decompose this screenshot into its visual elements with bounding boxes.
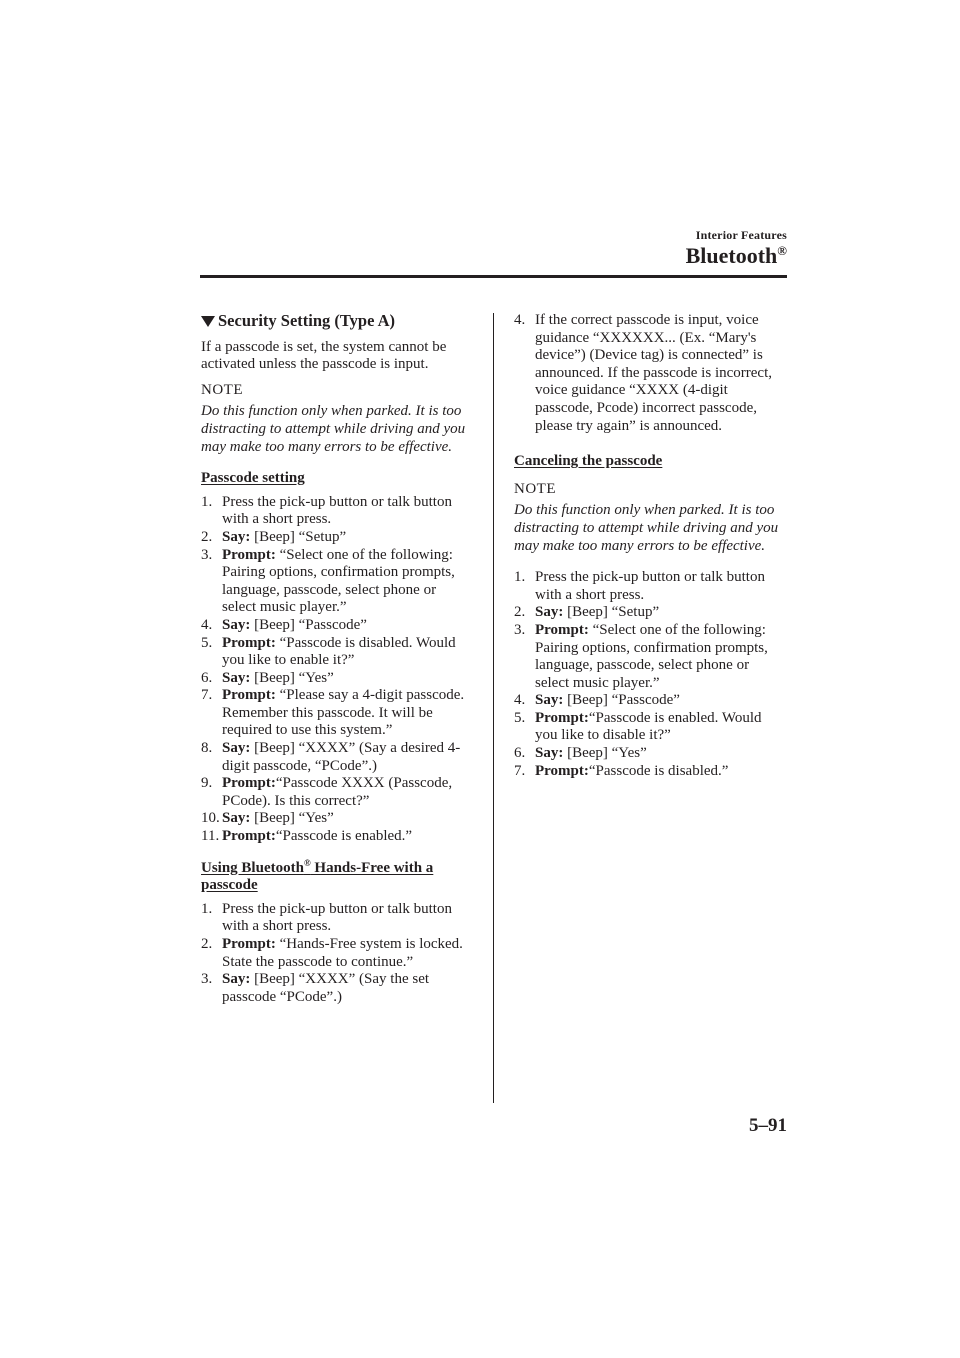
step-text: [Beep] “Yes” xyxy=(250,669,334,686)
step-body xyxy=(535,710,782,745)
list-item xyxy=(514,692,782,710)
step-label: Say: xyxy=(535,745,564,762)
using-handsfree-heading-post: Hands-Free with a passcode xyxy=(201,859,434,894)
step-text: “Passcode XXXX (Passcode, PCode). Is this correct?” xyxy=(222,775,453,809)
step-number: 10. xyxy=(201,810,220,827)
note-text: Do this function only when parked. It is too distracting to attempt while driving and you may make too many errors to be effective. xyxy=(201,403,466,455)
step-body xyxy=(535,312,782,435)
step-body xyxy=(222,547,469,617)
step-body xyxy=(535,745,782,763)
step-text: “Select one of the following: Pairing options, confirmation prompts, language, passcode, select phone or select music player.” xyxy=(535,621,768,691)
list-item xyxy=(201,971,469,1006)
step-number: 5. xyxy=(514,709,526,726)
step-text: “Passcode is disabled.” xyxy=(588,762,729,779)
step-number: 6. xyxy=(201,669,213,686)
page-number-value: 91 xyxy=(768,1115,787,1136)
step-text: [Beep] “XXXX” (Say a desired 4-digit passcode, “PCode”.) xyxy=(222,740,461,774)
step-label: Prompt: xyxy=(222,687,276,704)
step-label: Prompt: xyxy=(535,709,589,726)
list-item xyxy=(201,547,469,617)
step-text: [Beep] “Yes” xyxy=(563,745,647,762)
step-body xyxy=(222,529,469,547)
step-number: 5. xyxy=(201,634,213,651)
step-text: “Passcode is enabled. Would you like to disable it?” xyxy=(535,709,762,744)
passcode-setting-heading: Passcode setting xyxy=(201,470,305,487)
header-title-text: Bluetooth xyxy=(685,243,778,268)
step-label: Say: xyxy=(222,616,251,633)
list-item xyxy=(514,763,782,781)
step-number: 3. xyxy=(514,621,526,638)
note-text: Do this function only when parked. It is too distracting to attempt while driving and you may make too many errors to be effective. xyxy=(514,502,779,554)
step-body xyxy=(535,604,782,622)
step-text: [Beep] “Passcode” xyxy=(563,692,680,709)
using-handsfree-heading-pre: Using Bluetooth xyxy=(201,859,304,876)
step-text: [Beep] “XXXX” (Say the set passcode “PCode”.) xyxy=(222,971,430,1005)
list-item xyxy=(201,529,469,547)
step-label: Prompt: xyxy=(222,828,276,845)
note-label: NOTE xyxy=(514,480,556,497)
step-label: Say: xyxy=(535,692,564,709)
step-label: Say: xyxy=(222,740,251,757)
list-item xyxy=(514,622,782,692)
step-label: Prompt: xyxy=(535,621,589,638)
step-text: If the correct passcode is input, voice guidance “XXXXXX... (Ex. “Mary's device”) (Device tag) is connected” is announced. If the passcode is incorrect, voice guidance “XXXX (4-digit passcode, Pcode) incorrect passcode, please try again” is announced. xyxy=(535,312,772,434)
step-number: 4. xyxy=(514,312,526,328)
step-number: 4. xyxy=(201,616,213,633)
registered-mark: ® xyxy=(777,243,787,258)
list-item xyxy=(201,901,469,936)
column-divider xyxy=(493,313,494,1103)
chapter-number: 5 xyxy=(749,1115,759,1136)
passcode-setting-steps xyxy=(201,494,469,846)
list-item xyxy=(514,569,782,604)
list-item xyxy=(201,810,469,828)
step-body xyxy=(222,617,469,635)
step-text: Press the pick-up button or talk button with a short press. xyxy=(222,900,452,935)
canceling-heading: Canceling the passcode xyxy=(514,453,663,470)
registered-mark: ® xyxy=(303,857,311,868)
step-number: 8. xyxy=(201,740,213,757)
left-column xyxy=(201,312,469,1020)
list-item xyxy=(201,494,469,529)
step-text: “Passcode is enabled.” xyxy=(275,828,413,845)
step-label: Prompt: xyxy=(222,634,276,651)
step-text: “Select one of the following: Pairing options, confirmation prompts, language, passcode, select phone or select music player.” xyxy=(222,546,455,616)
step-text: “Hands-Free system is locked. State the passcode to continue.” xyxy=(222,936,463,970)
step-text: “Please say a 4-digit passcode. Remember this passcode. It will be required to use this system.” xyxy=(222,687,465,739)
step-label: Say: xyxy=(535,604,564,621)
step-number: 6. xyxy=(514,745,526,762)
step-number: 9. xyxy=(201,775,213,792)
step-number: 1. xyxy=(201,493,213,510)
step-label: Prompt: xyxy=(222,775,276,792)
list-item xyxy=(201,936,469,971)
list-item xyxy=(514,745,782,763)
step-text: Press the pick-up button or talk button with a short press. xyxy=(222,493,452,528)
step-number: 2. xyxy=(201,936,213,952)
step-text: [Beep] “Yes” xyxy=(250,810,334,827)
using-handsfree-steps-left xyxy=(201,901,469,1007)
step-text: [Beep] “Passcode” xyxy=(250,616,367,633)
step-number: 3. xyxy=(201,546,213,563)
step-text: “Passcode is disabled. Would you like to enable it?” xyxy=(222,634,456,669)
step-label: Say: xyxy=(222,971,251,988)
step-body xyxy=(222,936,469,971)
step-label: Prompt: xyxy=(222,936,276,952)
step-number: 2. xyxy=(514,604,526,621)
step-number: 2. xyxy=(201,528,213,545)
list-item xyxy=(201,687,469,740)
using-handsfree-heading xyxy=(201,857,469,895)
triangle-marker-icon xyxy=(201,316,215,327)
canceling-steps xyxy=(514,569,782,780)
step-body xyxy=(222,670,469,688)
step-body xyxy=(222,687,469,740)
step-number: 3. xyxy=(201,971,213,988)
step-text: Press the pick-up button or talk button with a short press. xyxy=(535,569,765,603)
header-rule xyxy=(200,275,787,278)
step-label: Prompt: xyxy=(535,762,589,779)
list-item xyxy=(514,710,782,745)
header-title xyxy=(686,243,787,269)
step-number: 7. xyxy=(514,762,526,779)
step-body xyxy=(222,810,469,828)
list-item xyxy=(201,617,469,635)
header-chapter: Interior Features xyxy=(695,228,787,242)
page-dash: – xyxy=(758,1115,768,1136)
section-intro: If a passcode is set, the system cannot be activated unless the passcode is input. xyxy=(201,338,447,373)
step-label: Say: xyxy=(222,810,251,827)
list-item xyxy=(514,312,782,435)
list-item xyxy=(201,635,469,670)
step-label: Say: xyxy=(222,669,251,686)
step-body xyxy=(535,692,782,710)
step-body xyxy=(222,740,469,775)
step-number: 1. xyxy=(201,900,213,917)
step-body xyxy=(222,971,469,1006)
list-item xyxy=(201,670,469,688)
step-text: [Beep] “Setup” xyxy=(250,528,347,545)
list-item xyxy=(201,828,469,846)
step-label: Say: xyxy=(222,528,251,545)
step-number: 7. xyxy=(201,687,213,704)
step-body xyxy=(222,494,469,529)
step-body xyxy=(222,635,469,670)
note-label: NOTE xyxy=(201,381,243,398)
step-text: [Beep] “Setup” xyxy=(563,604,660,621)
right-column xyxy=(514,312,782,794)
section-title xyxy=(201,312,469,330)
step-body xyxy=(222,828,469,846)
step-label: Prompt: xyxy=(222,546,276,563)
step-body xyxy=(535,763,782,781)
section-title-text: Security Setting (Type A) xyxy=(218,311,396,330)
list-item xyxy=(201,775,469,810)
page-number xyxy=(749,1115,787,1137)
list-item xyxy=(514,604,782,622)
step-number: 11. xyxy=(201,828,220,845)
step-number: 4. xyxy=(514,692,526,709)
using-handsfree-steps-right xyxy=(514,312,782,435)
step-body xyxy=(535,622,782,692)
step-body xyxy=(222,775,469,810)
step-body xyxy=(222,901,469,936)
list-item xyxy=(201,740,469,775)
step-body xyxy=(535,569,782,604)
step-number: 1. xyxy=(514,569,526,586)
